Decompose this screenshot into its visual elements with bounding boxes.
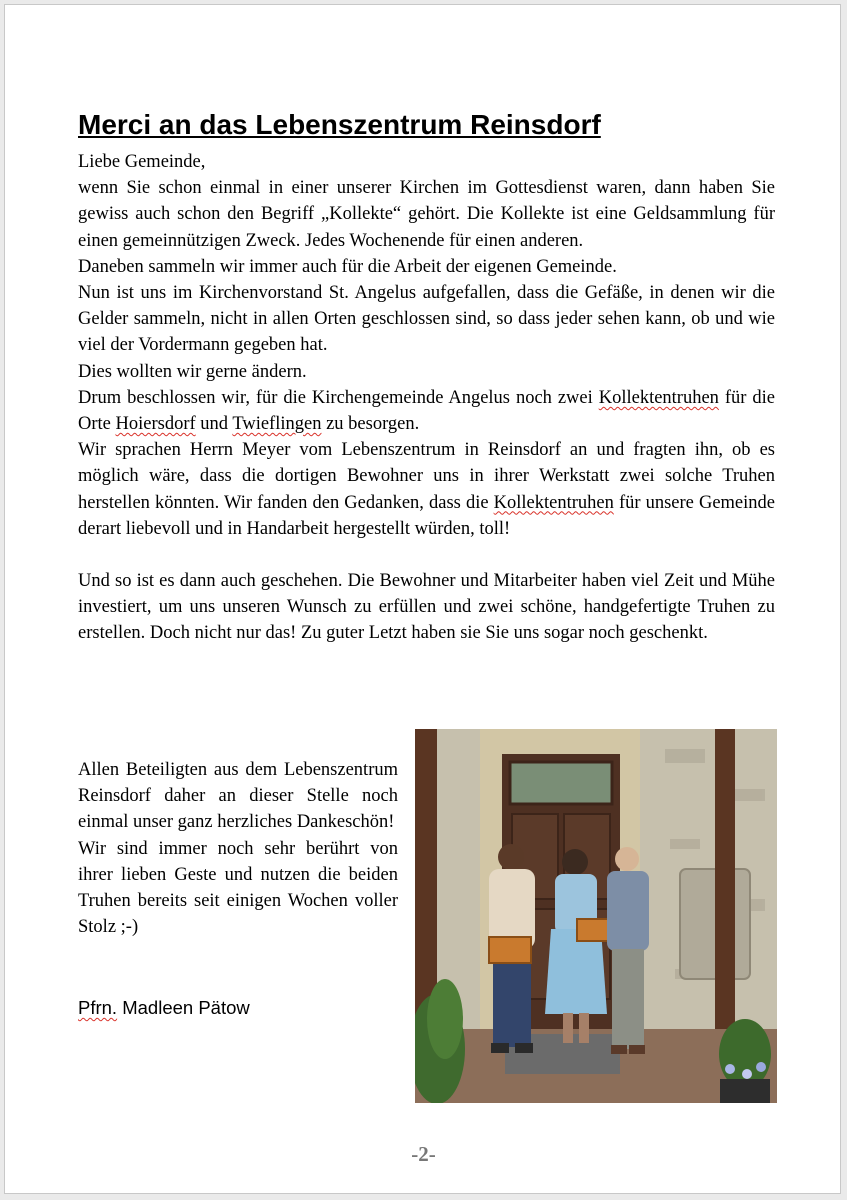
- signature: [78, 997, 250, 1019]
- thanks-line: Wir sind immer noch sehr berührt von ihrer lieben Geste und nutzen die beiden Truhen bereits seit einigen Wochen voller Stolz ;-): [78, 838, 398, 938]
- spellcheck-word: Kollektentruhen: [598, 387, 719, 408]
- document-page: [4, 4, 841, 1194]
- signature-name: [117, 997, 250, 1018]
- paragraph-gap: [78, 542, 775, 568]
- spellcheck-word: Pfrn.: [78, 997, 118, 1018]
- decision-text: zu besorgen.: [321, 414, 420, 435]
- page-number: -2-: [411, 1142, 436, 1166]
- own-parish-collection: Daneben sammeln wir immer auch für die Arbeit der eigenen Gemeinde.: [78, 256, 617, 277]
- greeting-line: Liebe Gemeinde,: [78, 152, 206, 172]
- request-text: Wir sprachen Herrn Meyer vom Lebenszentrum in Reinsdorf an und fragten ihn, ob es möglich wäre, dass die dortigen Bewohner uns in ihrer Werkstatt zwei solche Truhen herstellen könnten. Wir fanden den Gedanken, dass die: [78, 440, 775, 513]
- spellcheck-word: Kollektentruhen: [493, 492, 614, 513]
- article-title: Merci an das Lebenszentrum Reinsdorf: [78, 109, 601, 140]
- article-body: [78, 149, 775, 647]
- open-vessels-issue: Nun ist uns im Kirchenvorstand St. Angelus aufgefallen, dass die Gefäße, in denen wir die Gelder sammeln, nicht in allen Orten geschlossen sind, so dass jeder sehen kann, ob und wie viel der Vordermann gegeben hat.: [78, 283, 775, 356]
- request-text: für unsere Gemeinde derart liebevoll und in Handarbeit hergestellt würden, toll!: [78, 492, 775, 539]
- workshop-request: [78, 437, 775, 542]
- decision-text: Drum beschlossen wir, für die Kirchengemeinde Angelus noch zwei: [78, 387, 599, 408]
- thanks-block: [78, 757, 398, 940]
- collection-explanation: wenn Sie schon einmal in einer unserer Kirchen im Gottesdienst waren, dann haben Sie gewiss auch schon den Begriff „Kollekte“ gehört. Die Kollekte ist eine Geldsammlung für einen gemeinnützigen Zweck. Jedes Wochenende für einen anderen.: [78, 178, 775, 251]
- spellcheck-word: Twieflingen: [232, 414, 322, 435]
- decision-text: für die Orte: [78, 387, 775, 435]
- thanks-line: Allen Beteiligten aus dem Lebenszentrum Reinsdorf daher an dieser Stelle noch einmal unser ganz herzliches Dankeschön!: [78, 760, 398, 833]
- group-photo: [415, 729, 777, 1103]
- decision-paragraph: [78, 385, 775, 437]
- result-paragraph: Und so ist es dann auch geschehen. Die Bewohner und Mitarbeiter haben viel Zeit und Mühe investiert, um uns unseren Wunsch zu erfüllen und zwei schöne, handgefertigte Truhen zu erstellen. Doch nicht nur das! Zu guter Letzt haben sie Sie uns sogar noch geschenkt.: [78, 571, 775, 644]
- decision-text: und: [195, 414, 233, 435]
- change-wish: Dies wollten wir gerne ändern.: [78, 361, 307, 382]
- spellcheck-word: Hoiersdorf: [115, 414, 196, 435]
- signature-name-text: Madleen Pätow: [117, 997, 250, 1018]
